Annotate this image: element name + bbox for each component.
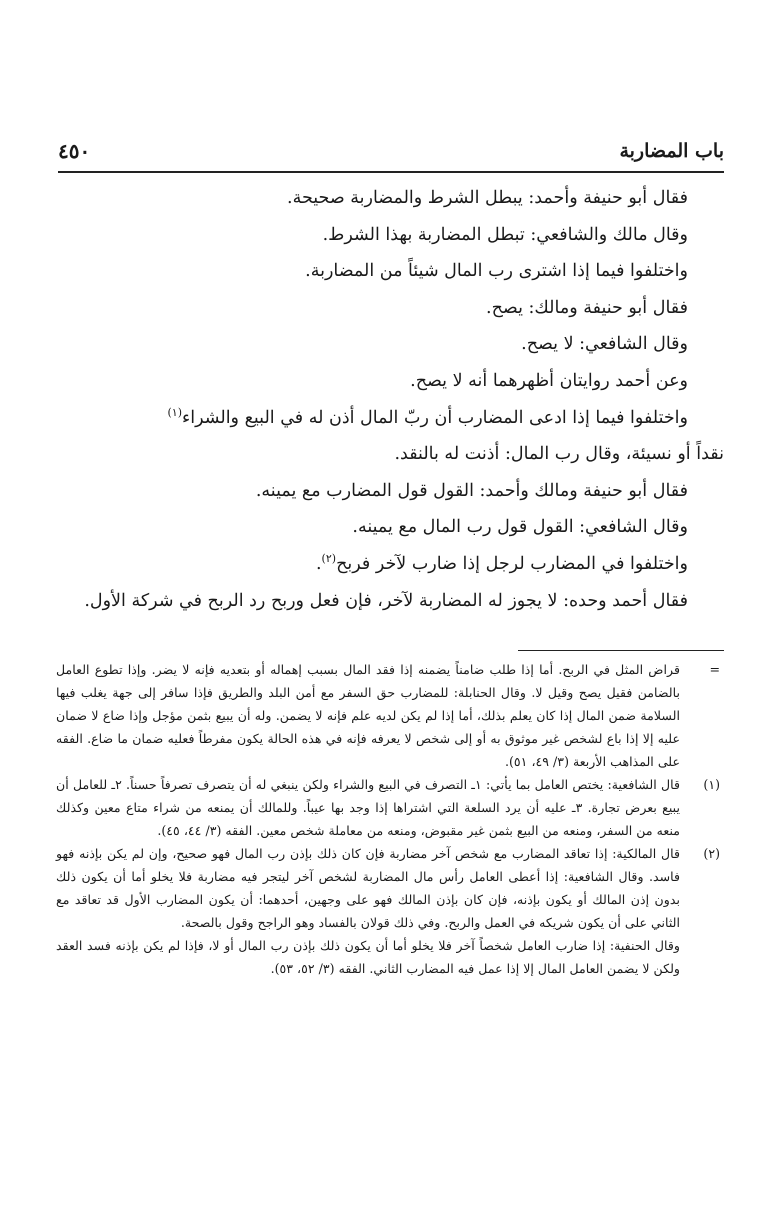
text-line: نقداً أو نسيئة، وقال رب المال: أذنت له بالنقد. — [394, 444, 724, 465]
footnote — [56, 842, 724, 980]
text-line: وقال الشافعي: لا يصح. — [521, 334, 688, 355]
footnote-body — [56, 842, 680, 980]
footnote-rule — [518, 650, 724, 651]
footnote-ref: (١) — [167, 405, 182, 419]
footnotes — [56, 658, 724, 980]
text-line: واختلفوا فيما إذا اشترى رب المال شيئاً من المضاربة. — [305, 261, 688, 282]
text-line — [58, 546, 688, 583]
page-number: ٤٥٠ — [58, 139, 91, 163]
page-header — [58, 137, 724, 167]
footnote-ref: (٢) — [321, 552, 337, 566]
footnote-body — [56, 658, 680, 773]
footnote — [56, 658, 724, 773]
footnote-text: قال المالكية: إذا تعاقد المضارب مع شخص آخر مضاربة فإن كان ذلك بإذن رب المال فهو صحيح، وإن لم يكن بإذنه فهو فاسد. وقال الشافعية: إذا أعطى العامل رأس مال المضاربة لشخص آخر ليتجر فيه مضاربة فلا يخلو أما أن يكون ذلك بدون إذن المالك أو يكون بإذنه، فإن كان بإذن المالك فهو على وجهين، أحدهما: أن يكون المضارب الأول قد تعاقد مع الثاني على أن يكون شريكه في العمل والربح. وفي ذلك قولان بالفساد وهو الراجح وقول بالصحة. — [56, 846, 680, 930]
footnote-text: قراض المثل في الربح. أما إذا طلب ضامناً يضمنه إذا فقد المال بسبب إهماله أو بتعديه فإنه لا يضر. وإذا تطوع العامل بالضامن فقيل يصح وقيل لا. وقال الحنابلة: للمضارب حق السفر مع أمن البلد والطريق فإذا سافر إلى جهة يغلب فيها السلامة ضمن المال إذا كان يعلم بذلك، أما إذا لم يكن لديه علم فإنه لا يضمن. وله أن يبيع بثمن مؤجل وإذا ضاع لا ضمان عليه إلا إذا باع لشخص غير موثوق به أو إلى شخص لا يعرفه فإنه في هذه الحالة يكون مفرطاً فعليه ضمان ما ضاع. الفقه على المذاهب الأربعة (٣/ ٤٩، ٥١). — [56, 662, 680, 769]
text-line-content: واختلفوا في المضارب لرجل إذا ضارب لآخر فربح — [336, 553, 688, 574]
footnote-text: قال الشافعية: يختص العامل بما يأتي: ١ـ التصرف في البيع والشراء ولكن ينبغي له أن يتصرف تصرفاً حسناً. ٢ـ للعامل أن يبيع بعرض تجارة. ٣ـ عليه أن يرد السلعة التي اشتراها إذا وجد بها عيباً. وللمالك أن يمنعه من شراء متاع معين وكذلك منعه من السفر، ومنعه من البيع بثمن غير مقبوض، ومنعه من معاملة شخص معين. الفقه (٣/ ٤٤، ٤٥). — [56, 777, 680, 838]
text-line: فقال أبو حنيفة وأحمد: يبطل الشرط والمضاربة صحيحة. — [287, 188, 688, 208]
text-line-content: واختلفوا فيما إذا ادعى المضارب أن ربّ المال أذن له في البيع والشراء — [182, 407, 688, 428]
footnote-text: وقال الحنفية: إذا ضارب العامل شخصاً آخر فلا يخلو أما أن يكون ذلك بإذن رب المال أو لا، فإذا لم يكن بإذنه فسد العقد ولكن لا يضمن العامل المال إلا إذا عمل فيه المضارب الثاني. الفقه (٣/ ٥٢، ٥٣). — [56, 938, 680, 976]
footnote-marker: (٢) — [703, 846, 720, 861]
text-line — [58, 400, 688, 437]
text-line: وقال الشافعي: القول قول رب المال مع يمينه. — [352, 517, 688, 538]
text-line: وعن أحمد روايتان أظهرهما أنه لا يصح. — [410, 370, 688, 391]
running-title: باب المضاربة — [619, 140, 724, 162]
text-paragraph: فقال أحمد وحده: لا يجوز له المضاربة لآخر، فإن فعل وربح رد الربح في شركة الأول. — [84, 590, 688, 611]
footnote-marker: = — [709, 662, 720, 677]
footnote — [56, 773, 724, 842]
main-text — [58, 180, 724, 619]
text-line: فقال أبو حنيفة ومالك: يصح. — [486, 297, 688, 318]
period: . — [315, 553, 322, 574]
footnote-body — [56, 773, 680, 842]
header-rule — [58, 171, 724, 173]
footnote-marker: (١) — [703, 777, 720, 792]
text-line: وقال مالك والشافعي: تبطل المضاربة بهذا الشرط. — [322, 224, 688, 245]
text-line: فقال أبو حنيفة ومالك وأحمد: القول قول المضارب مع يمينه. — [255, 480, 688, 501]
